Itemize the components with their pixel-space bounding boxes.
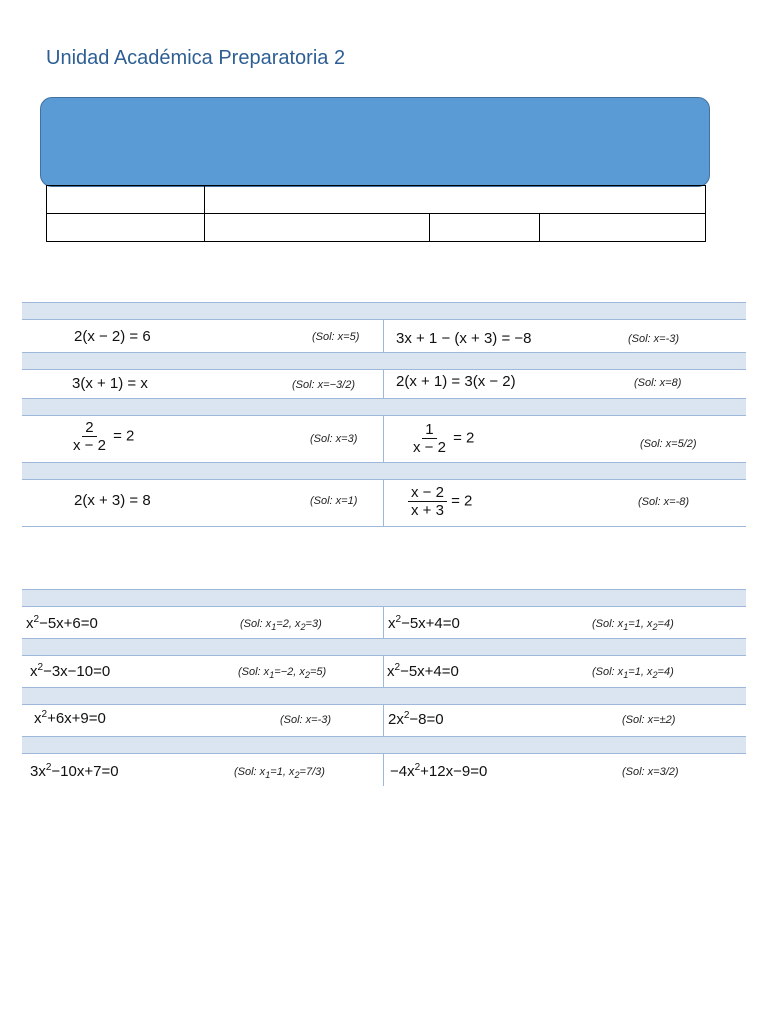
- row-separator: [22, 302, 746, 320]
- row-separator: [22, 462, 746, 480]
- denominator: x + 3: [411, 502, 444, 519]
- row-separator: [22, 638, 746, 656]
- exercise-cell: [384, 607, 746, 638]
- denominator: x − 2: [73, 437, 106, 454]
- denominator: x − 2: [413, 439, 446, 456]
- table-row: [22, 480, 746, 526]
- row-separator: [22, 687, 746, 705]
- rhs: = 2: [451, 492, 473, 510]
- exercise-cell: [22, 416, 384, 462]
- table-row: [22, 320, 746, 352]
- solution: (Sol: x=5): [312, 331, 360, 343]
- solution: (Sol: $x_1=1$, $x_2=4$): [592, 618, 674, 633]
- solution: (Sol: x=8): [634, 377, 682, 389]
- solution: (Sol: x=−3/2): [292, 379, 355, 391]
- equation: 3(x + 1) = x: [72, 375, 148, 392]
- exercise-cell: [384, 705, 746, 736]
- table-row: [22, 607, 746, 638]
- student-info-table: [46, 185, 706, 242]
- info-label-cell[interactable]: [47, 214, 205, 242]
- equation: 3x + 1 − (x + 3) = −8: [396, 330, 532, 347]
- equation: 2(x − 2) = 6: [74, 328, 151, 345]
- rhs: = 2: [453, 429, 475, 447]
- solution: (Sol: x=-3): [280, 714, 332, 726]
- exercise-cell: [22, 370, 384, 398]
- info-label-cell[interactable]: [47, 186, 205, 214]
- row-separator: [22, 589, 746, 607]
- table-row: [22, 370, 746, 398]
- page-title: Unidad Académica Preparatoria 2: [46, 47, 346, 69]
- equation: [408, 484, 472, 519]
- equation: $-4x^2+12x-9=0$: [390, 762, 488, 780]
- solution: (Sol: $x_1=1$, $x_2=7/3$): [234, 766, 325, 781]
- solution: (Sol: x=3/2): [622, 766, 679, 778]
- solution: (Sol: x=1): [310, 495, 358, 507]
- numerator: x − 2: [408, 484, 447, 502]
- exercise-cell: [22, 754, 384, 786]
- exercise-cell: [22, 320, 384, 352]
- equation: 2(x + 3) = 8: [74, 492, 151, 509]
- exercise-cell: [384, 754, 746, 786]
- equation: $3x^2-10x+7=0$: [30, 762, 119, 780]
- row-separator: [22, 398, 746, 416]
- equation: $x^2+6x+9=0$: [34, 709, 106, 727]
- quadratic-equations-table: [22, 589, 746, 786]
- solution: (Sol: x=±2): [622, 714, 676, 726]
- info-label-cell[interactable]: [430, 214, 540, 242]
- info-value-cell[interactable]: [205, 214, 430, 242]
- equation: $x^2-5x+4=0$: [387, 662, 459, 680]
- row-separator: [22, 736, 746, 754]
- equation: 2(x + 1) = 3(x − 2): [396, 373, 516, 390]
- table-row: [22, 656, 746, 687]
- title-banner: [40, 97, 710, 187]
- equation: $x^2-5x+4=0$: [388, 614, 460, 632]
- solution: (Sol: x=5/2): [640, 438, 697, 450]
- exercise-cell: [22, 705, 384, 736]
- solution: (Sol: x=3): [310, 433, 358, 445]
- exercise-cell: [22, 480, 384, 526]
- numerator: 1: [422, 421, 436, 439]
- rhs: = 2: [113, 427, 135, 445]
- exercise-cell: [384, 416, 746, 462]
- exercise-cell: [22, 656, 384, 687]
- equation: [70, 419, 134, 454]
- info-value-cell[interactable]: [205, 186, 706, 214]
- info-value-cell[interactable]: [540, 214, 706, 242]
- exercise-cell: [384, 320, 746, 352]
- exercise-cell: [22, 607, 384, 638]
- row-separator: [22, 352, 746, 370]
- solution: (Sol: x=-3): [628, 333, 680, 345]
- exercise-cell: [384, 656, 746, 687]
- numerator: 2: [82, 419, 96, 437]
- table-row: [22, 705, 746, 736]
- table-row: [22, 754, 746, 786]
- exercise-cell: [384, 370, 746, 398]
- equation: $2x^2-8=0$: [388, 710, 444, 728]
- solution: (Sol: $x_1=2$, $x_2=3$): [240, 618, 322, 633]
- solution: (Sol: x=-8): [638, 496, 690, 508]
- table-row: [22, 416, 746, 462]
- equation: [410, 421, 474, 456]
- solution: (Sol: $x_1=1$, $x_2=4$): [592, 666, 674, 681]
- exercise-cell: [384, 480, 746, 526]
- solution: (Sol: $x_1=-2$, $x_2=5$): [238, 666, 327, 681]
- equation: $x^2-3x-10=0$: [30, 662, 111, 680]
- linear-equations-table: [22, 302, 746, 527]
- equation: $x^2-5x+6=0$: [26, 614, 98, 632]
